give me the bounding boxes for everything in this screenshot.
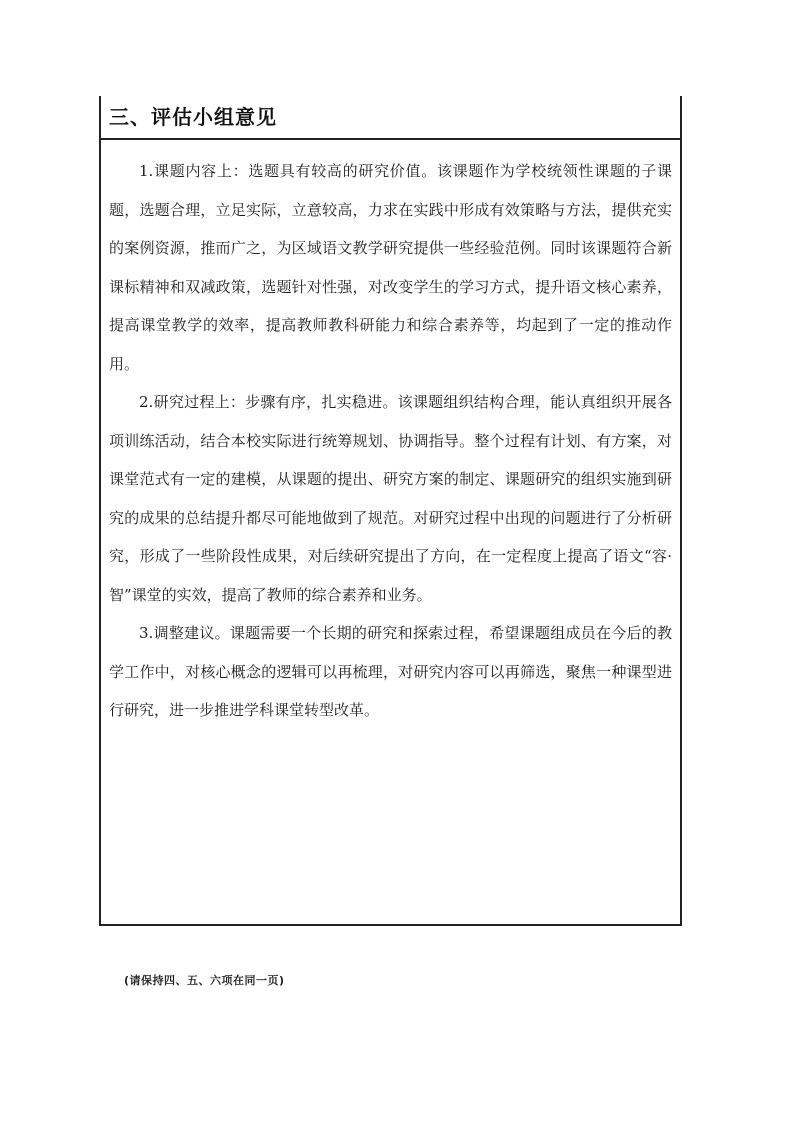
paragraph-adjustment-suggestions: 3.调整建议。课题需要一个长期的研究和探索过程，希望课题组成员在今后的教学工作中，对核心概念的逻辑可以再梳理，对研究内容可以再筛选，聚焦一种课型进行研究，进一步推进学科课堂转型改革。 [109,624,672,719]
opinion-content [101,140,680,730]
paragraph-process-evaluation: 2.研究过程上：步骤有序，扎实稳进。该课题组织结构合理，能认真组织开展各项训练活动，结合本校实际进行统筹规划、协调指导。整个过程有计划、有方案，对课堂范式有一定的建模，从课题的提出、研究方案的制定、课题研究的组织实施到研究的成果的总结提升都尽可能地做到了规范。对研究过程中出现的问题进行了分析研究，形成了一些阶段性成果，对后续研究提出了方向，在一定程度上提高了语文“容·智”课堂的实效，提高了教师的综合素养和业务。 [109,393,672,604]
evaluation-form-box [99,96,682,926]
footer-note: (请保持四、五、六项在同一页) [124,974,285,987]
section-header [101,96,680,140]
section-title: 三、评估小组意见 [109,105,277,129]
paragraph-content-evaluation: 1.课题内容上：选题具有较高的研究价值。该课题作为学校统领性课题的子课题，选题合理，立足实际，立意较高，力求在实践中形成有效策略与方法，提供充实的案例资源，推而广之，为区域语文教学研究提供一些经验范例。同时该课题符合新课标精神和双减政策，选题针对性强，对改变学生的学习方式，提升语文核心素养，提高课堂教学的效率，提高教师教科研能力和综合素养等，均起到了一定的推动作用。 [109,162,672,373]
